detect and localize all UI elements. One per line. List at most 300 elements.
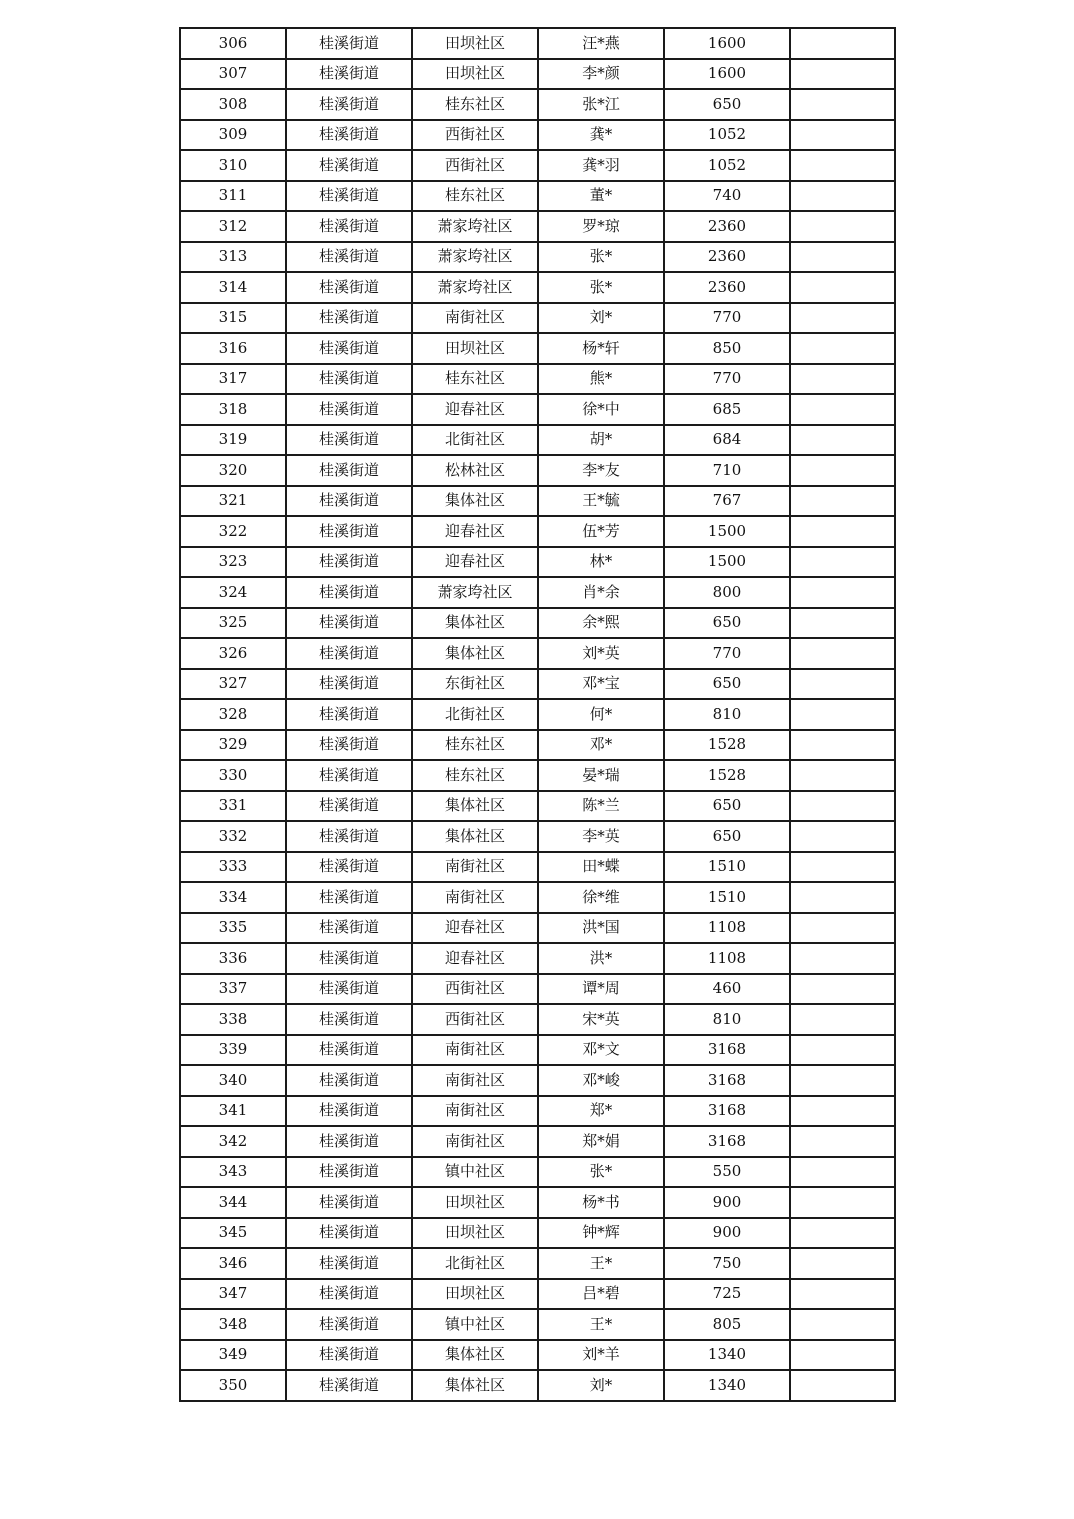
name-cell: 王* [538,1309,664,1340]
note-cell [790,1157,895,1188]
table-row [180,943,895,974]
note-cell [790,760,895,791]
row-number-cell: 344 [180,1187,286,1218]
table-row [180,455,895,486]
amount-cell: 650 [664,89,790,120]
note-cell [790,577,895,608]
amount-cell: 650 [664,791,790,822]
table-row [180,516,895,547]
table-row [180,303,895,334]
row-number-cell: 336 [180,943,286,974]
note-cell [790,669,895,700]
row-number-cell: 333 [180,852,286,883]
street-cell: 桂溪街道 [286,1004,412,1035]
name-cell: 张* [538,242,664,273]
name-cell: 肖*余 [538,577,664,608]
community-cell: 北街社区 [412,425,538,456]
community-cell: 南街社区 [412,1096,538,1127]
name-cell: 刘*羊 [538,1340,664,1371]
note-cell [790,730,895,761]
community-cell: 西街社区 [412,120,538,151]
community-cell: 北街社区 [412,1248,538,1279]
name-cell: 余*熙 [538,608,664,639]
street-cell: 桂溪街道 [286,303,412,334]
community-cell: 桂东社区 [412,730,538,761]
name-cell: 熊* [538,364,664,395]
note-cell [790,272,895,303]
row-number-cell: 334 [180,882,286,913]
row-number-cell: 325 [180,608,286,639]
roster-table [179,27,896,1402]
note-cell [790,394,895,425]
amount-cell: 685 [664,394,790,425]
street-cell: 桂溪街道 [286,89,412,120]
name-cell: 龚*羽 [538,150,664,181]
name-cell: 徐*维 [538,882,664,913]
amount-cell: 3168 [664,1126,790,1157]
amount-cell: 850 [664,333,790,364]
table-row [180,974,895,1005]
table-row [180,394,895,425]
roster-table-body [180,28,895,1401]
amount-cell: 800 [664,577,790,608]
street-cell: 桂溪街道 [286,242,412,273]
street-cell: 桂溪街道 [286,638,412,669]
row-number-cell: 311 [180,181,286,212]
amount-cell: 805 [664,1309,790,1340]
row-number-cell: 343 [180,1157,286,1188]
row-number-cell: 347 [180,1279,286,1310]
row-number-cell: 322 [180,516,286,547]
amount-cell: 770 [664,364,790,395]
name-cell: 李*英 [538,821,664,852]
amount-cell: 460 [664,974,790,1005]
note-cell [790,1096,895,1127]
table-row [180,791,895,822]
row-number-cell: 350 [180,1370,286,1401]
note-cell [790,1035,895,1066]
row-number-cell: 341 [180,1096,286,1127]
amount-cell: 770 [664,638,790,669]
row-number-cell: 326 [180,638,286,669]
table-row [180,486,895,517]
community-cell: 东街社区 [412,669,538,700]
street-cell: 桂溪街道 [286,211,412,242]
note-cell [790,28,895,59]
row-number-cell: 332 [180,821,286,852]
amount-cell: 810 [664,699,790,730]
table-row [180,1248,895,1279]
row-number-cell: 328 [180,699,286,730]
note-cell [790,608,895,639]
name-cell: 宋*英 [538,1004,664,1035]
name-cell: 伍*芳 [538,516,664,547]
name-cell: 杨*轩 [538,333,664,364]
name-cell: 罗*琼 [538,211,664,242]
table-row [180,1279,895,1310]
note-cell [790,1279,895,1310]
name-cell: 邓*宝 [538,669,664,700]
name-cell: 郑* [538,1096,664,1127]
row-number-cell: 349 [180,1340,286,1371]
amount-cell: 2360 [664,211,790,242]
community-cell: 迎春社区 [412,394,538,425]
note-cell [790,882,895,913]
note-cell [790,913,895,944]
community-cell: 集体社区 [412,638,538,669]
community-cell: 萧家垮社区 [412,577,538,608]
amount-cell: 3168 [664,1065,790,1096]
street-cell: 桂溪街道 [286,1065,412,1096]
row-number-cell: 310 [180,150,286,181]
note-cell [790,89,895,120]
table-row [180,821,895,852]
note-cell [790,547,895,578]
table-row [180,1218,895,1249]
table-row [180,333,895,364]
name-cell: 林* [538,547,664,578]
community-cell: 南街社区 [412,882,538,913]
name-cell: 张* [538,1157,664,1188]
name-cell: 刘* [538,303,664,334]
name-cell: 刘*英 [538,638,664,669]
street-cell: 桂溪街道 [286,1187,412,1218]
street-cell: 桂溪街道 [286,730,412,761]
note-cell [790,364,895,395]
street-cell: 桂溪街道 [286,669,412,700]
community-cell: 集体社区 [412,1370,538,1401]
street-cell: 桂溪街道 [286,425,412,456]
name-cell: 邓*峻 [538,1065,664,1096]
row-number-cell: 315 [180,303,286,334]
street-cell: 桂溪街道 [286,59,412,90]
community-cell: 西街社区 [412,150,538,181]
name-cell: 张* [538,272,664,303]
street-cell: 桂溪街道 [286,1248,412,1279]
table-row [180,1126,895,1157]
amount-cell: 2360 [664,242,790,273]
table-row [180,882,895,913]
amount-cell: 900 [664,1218,790,1249]
note-cell [790,150,895,181]
row-number-cell: 306 [180,28,286,59]
amount-cell: 1528 [664,730,790,761]
street-cell: 桂溪街道 [286,181,412,212]
amount-cell: 650 [664,821,790,852]
note-cell [790,852,895,883]
name-cell: 陈*兰 [538,791,664,822]
amount-cell: 767 [664,486,790,517]
amount-cell: 810 [664,1004,790,1035]
table-row [180,760,895,791]
community-cell: 西街社区 [412,974,538,1005]
street-cell: 桂溪街道 [286,486,412,517]
table-row [180,1096,895,1127]
table-row [180,1309,895,1340]
note-cell [790,59,895,90]
community-cell: 南街社区 [412,1035,538,1066]
table-row [180,89,895,120]
name-cell: 洪* [538,943,664,974]
table-row [180,608,895,639]
name-cell: 王* [538,1248,664,1279]
table-row [180,272,895,303]
street-cell: 桂溪街道 [286,1279,412,1310]
community-cell: 镇中社区 [412,1309,538,1340]
note-cell [790,516,895,547]
row-number-cell: 307 [180,59,286,90]
street-cell: 桂溪街道 [286,699,412,730]
row-number-cell: 346 [180,1248,286,1279]
amount-cell: 1528 [664,760,790,791]
table-row [180,1065,895,1096]
amount-cell: 750 [664,1248,790,1279]
table-row [180,364,895,395]
table-row [180,577,895,608]
amount-cell: 1510 [664,852,790,883]
street-cell: 桂溪街道 [286,974,412,1005]
community-cell: 集体社区 [412,791,538,822]
row-number-cell: 318 [180,394,286,425]
row-number-cell: 345 [180,1218,286,1249]
community-cell: 迎春社区 [412,913,538,944]
row-number-cell: 323 [180,547,286,578]
note-cell [790,425,895,456]
name-cell: 董* [538,181,664,212]
street-cell: 桂溪街道 [286,333,412,364]
street-cell: 桂溪街道 [286,150,412,181]
amount-cell: 1600 [664,28,790,59]
note-cell [790,211,895,242]
amount-cell: 900 [664,1187,790,1218]
row-number-cell: 317 [180,364,286,395]
street-cell: 桂溪街道 [286,1126,412,1157]
name-cell: 晏*瑞 [538,760,664,791]
amount-cell: 1052 [664,150,790,181]
community-cell: 田坝社区 [412,28,538,59]
community-cell: 南街社区 [412,852,538,883]
table-row [180,730,895,761]
row-number-cell: 327 [180,669,286,700]
community-cell: 田坝社区 [412,1187,538,1218]
name-cell: 徐*中 [538,394,664,425]
community-cell: 集体社区 [412,608,538,639]
street-cell: 桂溪街道 [286,28,412,59]
community-cell: 镇中社区 [412,1157,538,1188]
row-number-cell: 319 [180,425,286,456]
community-cell: 田坝社区 [412,1218,538,1249]
name-cell: 邓*文 [538,1035,664,1066]
community-cell: 迎春社区 [412,516,538,547]
community-cell: 集体社区 [412,1340,538,1371]
name-cell: 王*毓 [538,486,664,517]
community-cell: 南街社区 [412,1065,538,1096]
street-cell: 桂溪街道 [286,394,412,425]
name-cell: 吕*碧 [538,1279,664,1310]
note-cell [790,333,895,364]
community-cell: 桂东社区 [412,364,538,395]
table-row [180,1004,895,1035]
amount-cell: 650 [664,669,790,700]
roster-sheet [179,27,894,1402]
community-cell: 集体社区 [412,486,538,517]
name-cell: 钟*辉 [538,1218,664,1249]
row-number-cell: 320 [180,455,286,486]
row-number-cell: 321 [180,486,286,517]
row-number-cell: 308 [180,89,286,120]
community-cell: 田坝社区 [412,1279,538,1310]
note-cell [790,120,895,151]
row-number-cell: 309 [180,120,286,151]
community-cell: 萧家垮社区 [412,211,538,242]
name-cell: 龚* [538,120,664,151]
street-cell: 桂溪街道 [286,1309,412,1340]
row-number-cell: 312 [180,211,286,242]
street-cell: 桂溪街道 [286,913,412,944]
community-cell: 迎春社区 [412,943,538,974]
street-cell: 桂溪街道 [286,547,412,578]
table-row [180,181,895,212]
amount-cell: 1510 [664,882,790,913]
community-cell: 桂东社区 [412,89,538,120]
amount-cell: 550 [664,1157,790,1188]
row-number-cell: 337 [180,974,286,1005]
name-cell: 何* [538,699,664,730]
note-cell [790,638,895,669]
name-cell: 张*江 [538,89,664,120]
community-cell: 南街社区 [412,303,538,334]
amount-cell: 725 [664,1279,790,1310]
table-row [180,1370,895,1401]
street-cell: 桂溪街道 [286,1370,412,1401]
community-cell: 西街社区 [412,1004,538,1035]
amount-cell: 1340 [664,1340,790,1371]
amount-cell: 770 [664,303,790,334]
street-cell: 桂溪街道 [286,1218,412,1249]
street-cell: 桂溪街道 [286,364,412,395]
table-row [180,1187,895,1218]
note-cell [790,791,895,822]
community-cell: 桂东社区 [412,181,538,212]
name-cell: 洪*国 [538,913,664,944]
note-cell [790,821,895,852]
note-cell [790,1340,895,1371]
street-cell: 桂溪街道 [286,791,412,822]
table-row [180,669,895,700]
community-cell: 南街社区 [412,1126,538,1157]
amount-cell: 650 [664,608,790,639]
row-number-cell: 313 [180,242,286,273]
street-cell: 桂溪街道 [286,943,412,974]
amount-cell: 710 [664,455,790,486]
table-row [180,28,895,59]
name-cell: 邓* [538,730,664,761]
row-number-cell: 331 [180,791,286,822]
note-cell [790,455,895,486]
name-cell: 谭*周 [538,974,664,1005]
street-cell: 桂溪街道 [286,852,412,883]
note-cell [790,1248,895,1279]
street-cell: 桂溪街道 [286,821,412,852]
street-cell: 桂溪街道 [286,272,412,303]
table-row [180,547,895,578]
note-cell [790,1218,895,1249]
name-cell: 杨*书 [538,1187,664,1218]
note-cell [790,1126,895,1157]
amount-cell: 1108 [664,943,790,974]
table-row [180,425,895,456]
note-cell [790,1065,895,1096]
community-cell: 集体社区 [412,821,538,852]
row-number-cell: 348 [180,1309,286,1340]
note-cell [790,943,895,974]
name-cell: 胡* [538,425,664,456]
street-cell: 桂溪街道 [286,608,412,639]
amount-cell: 2360 [664,272,790,303]
community-cell: 松林社区 [412,455,538,486]
row-number-cell: 329 [180,730,286,761]
row-number-cell: 339 [180,1035,286,1066]
name-cell: 田*蝶 [538,852,664,883]
table-row [180,1157,895,1188]
street-cell: 桂溪街道 [286,577,412,608]
street-cell: 桂溪街道 [286,882,412,913]
community-cell: 北街社区 [412,699,538,730]
amount-cell: 1340 [664,1370,790,1401]
note-cell [790,974,895,1005]
table-row [180,242,895,273]
name-cell: 刘* [538,1370,664,1401]
street-cell: 桂溪街道 [286,760,412,791]
table-row [180,1035,895,1066]
community-cell: 田坝社区 [412,59,538,90]
note-cell [790,699,895,730]
row-number-cell: 314 [180,272,286,303]
table-row [180,638,895,669]
name-cell: 李*颜 [538,59,664,90]
note-cell [790,303,895,334]
community-cell: 迎春社区 [412,547,538,578]
amount-cell: 1052 [664,120,790,151]
row-number-cell: 338 [180,1004,286,1035]
community-cell: 萧家垮社区 [412,272,538,303]
note-cell [790,1309,895,1340]
name-cell: 汪*燕 [538,28,664,59]
street-cell: 桂溪街道 [286,120,412,151]
name-cell: 李*友 [538,455,664,486]
table-row [180,211,895,242]
table-row [180,852,895,883]
amount-cell: 3168 [664,1035,790,1066]
table-row [180,120,895,151]
note-cell [790,181,895,212]
amount-cell: 740 [664,181,790,212]
row-number-cell: 330 [180,760,286,791]
amount-cell: 3168 [664,1096,790,1127]
street-cell: 桂溪街道 [286,516,412,547]
community-cell: 桂东社区 [412,760,538,791]
row-number-cell: 316 [180,333,286,364]
note-cell [790,242,895,273]
table-row [180,59,895,90]
row-number-cell: 324 [180,577,286,608]
street-cell: 桂溪街道 [286,1157,412,1188]
table-row [180,699,895,730]
row-number-cell: 340 [180,1065,286,1096]
street-cell: 桂溪街道 [286,1096,412,1127]
amount-cell: 1500 [664,547,790,578]
street-cell: 桂溪街道 [286,455,412,486]
